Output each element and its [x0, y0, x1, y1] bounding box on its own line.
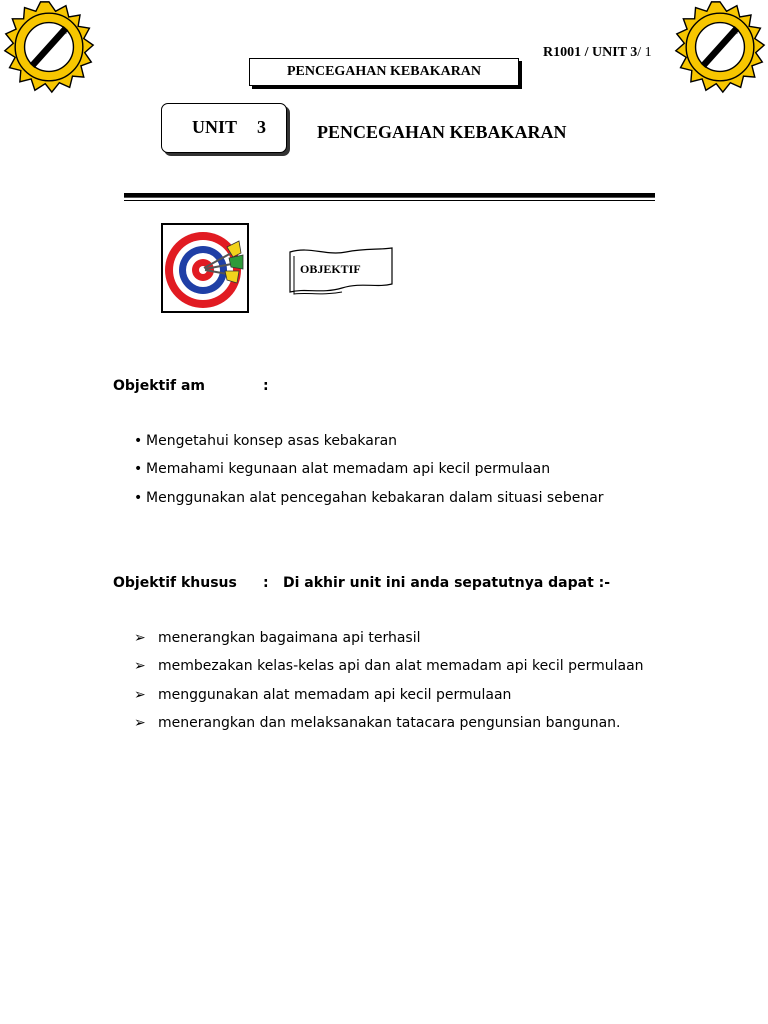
section-divider-thin: [124, 200, 655, 201]
abbyy-seal-left[interactable]: [2, 0, 96, 94]
target-icon: [163, 225, 247, 311]
objektif-am-item: [134, 490, 604, 506]
objektif-banner-label: OBJEKTIF: [300, 262, 361, 276]
bullet-icon: •: [134, 433, 143, 449]
unit-label: UNIT: [192, 117, 238, 137]
objektif-khusus-item-text: menggunakan alat memadam api kecil permulaan: [158, 687, 512, 703]
objektif-am-item: [134, 433, 397, 449]
objektif-khusus-heading: Objektif khusus: [113, 575, 237, 591]
unit-number: 3: [257, 117, 266, 137]
objektif-am-item: [134, 461, 550, 477]
objektif-khusus-item: [134, 658, 654, 678]
document-code-bold: R1001 / UNIT 3: [543, 45, 638, 60]
objektif-khusus-item: [134, 687, 654, 707]
seal-inner-text: Click here to buy: [703, 28, 740, 68]
objektif-khusus-intro: Di akhir unit ini anda sepatutnya dapat :-: [283, 575, 611, 591]
objektif-am-heading: Objektif am: [113, 378, 206, 394]
objektif-am-item-text: Menggunakan alat pencegahan kebakaran dalam situasi sebenar: [146, 490, 604, 506]
bullet-icon: •: [134, 490, 143, 506]
objektif-khusus-item-text: menerangkan bagaimana api terhasil: [158, 630, 421, 646]
objektif-khusus-item: [134, 715, 654, 735]
target-dart-image: [161, 223, 249, 313]
arrow-bullet-icon: ➢: [134, 687, 146, 703]
objektif-am-item-text: Mengetahui konsep asas kebakaran: [146, 433, 398, 449]
header-title: PENCEGAHAN KEBAKARAN: [286, 64, 482, 79]
objektif-khusus-item: [134, 630, 654, 650]
header-title-box: [249, 58, 519, 86]
objektif-am-item-text: Memahami kegunaan alat memadam api kecil permulaan: [146, 461, 551, 477]
objektif-am-colon: :: [263, 378, 269, 394]
arrow-bullet-icon: ➢: [134, 715, 146, 731]
bullet-icon: •: [134, 461, 143, 477]
objektif-khusus-item-text: menerangkan dan melaksanakan tatacara pengunsian bangunan.: [158, 715, 621, 731]
document-page: / 1: [637, 45, 652, 60]
arrow-bullet-icon: ➢: [134, 630, 146, 646]
unit-title: PENCEGAHAN KEBAKARAN: [317, 122, 567, 142]
abbyy-seal-right[interactable]: [673, 0, 767, 94]
arrow-bullet-icon: ➢: [134, 658, 146, 674]
unit-box: [161, 103, 287, 153]
objektif-khusus-colon: :: [263, 575, 269, 591]
section-divider-thick: [124, 193, 655, 198]
document-code: [543, 45, 652, 61]
seal-inner-text: Click here to buy: [32, 28, 69, 68]
objektif-khusus-item-text: membezakan kelas-kelas api dan alat memadam api kecil permulaan: [158, 658, 644, 674]
